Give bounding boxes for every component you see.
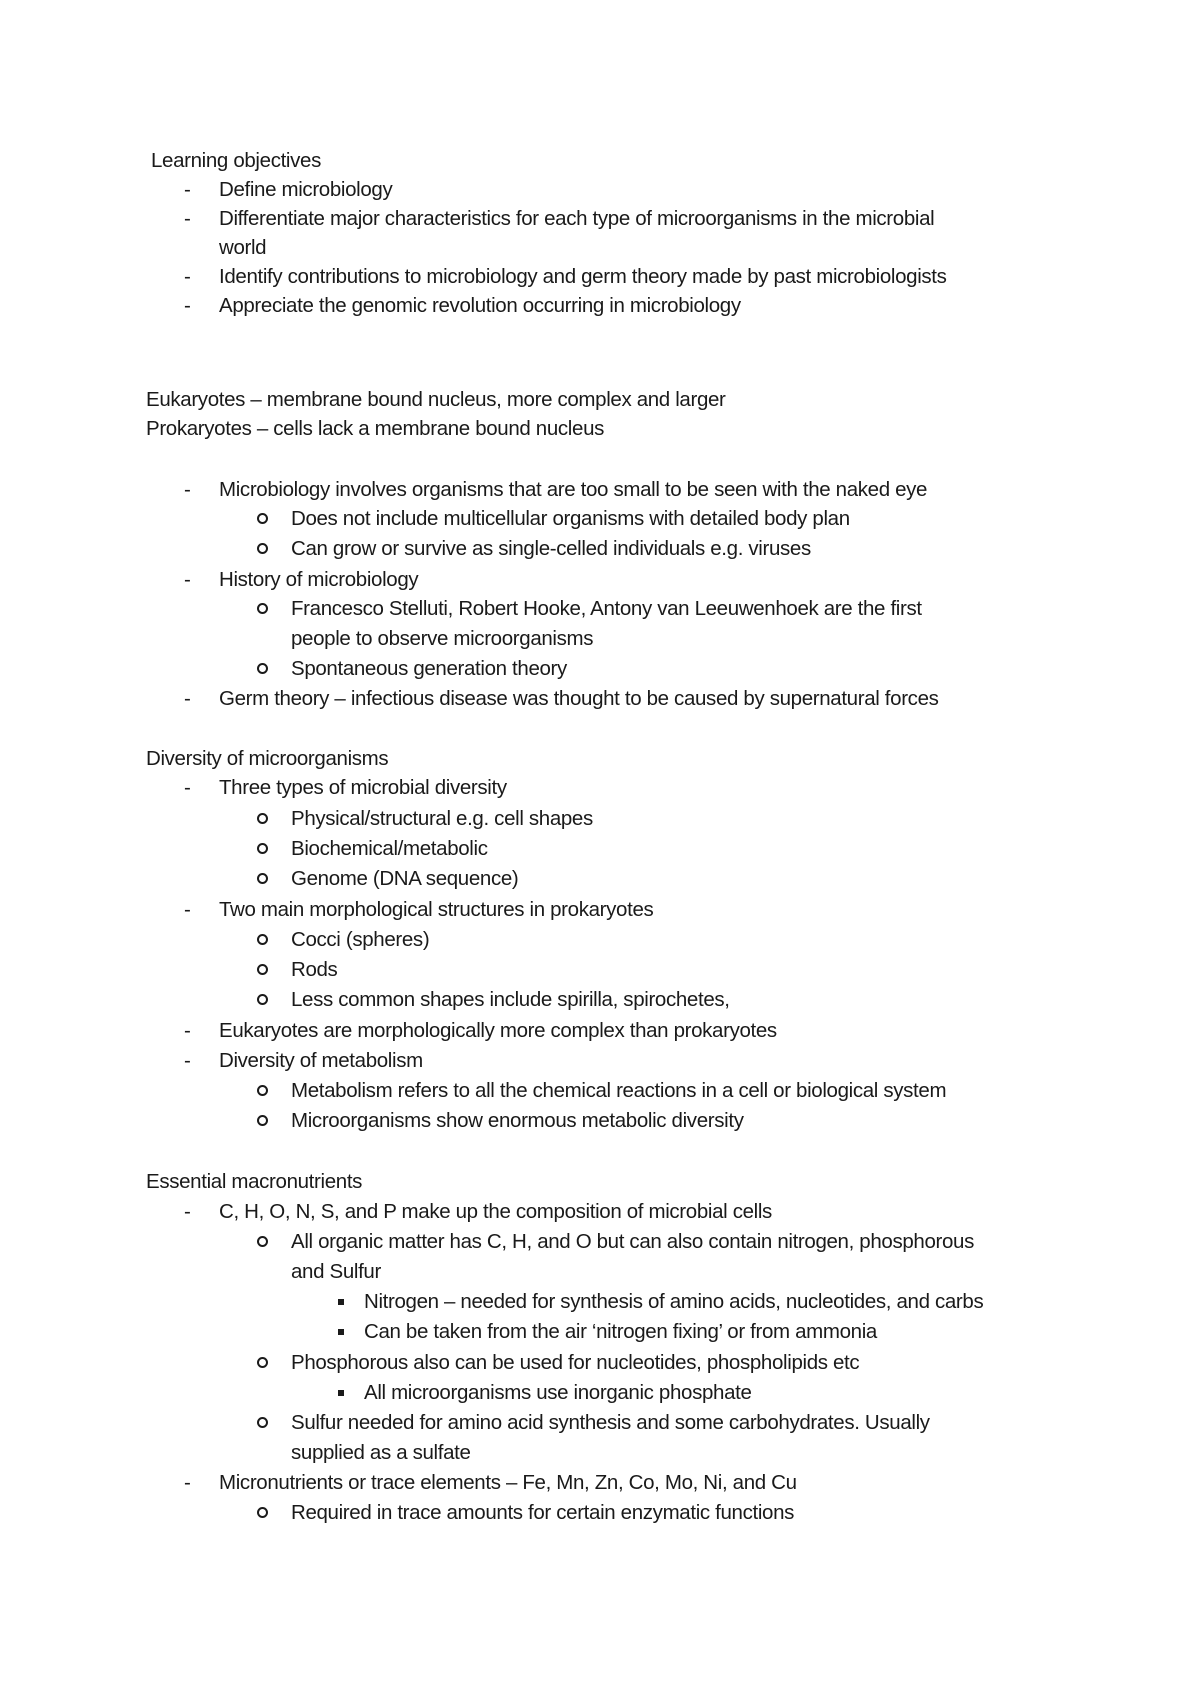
circle-bullet	[257, 1357, 268, 1368]
list-item-continued: supplied as a sulfate	[291, 1441, 471, 1464]
list-item: Two main morphological structures in prokaryotes	[219, 898, 654, 921]
dash-bullet: -	[184, 294, 191, 317]
list-item: Does not include multicellular organisms with detailed body plan	[291, 507, 850, 530]
list-item: Sulfur needed for amino acid synthesis and some carbohydrates. Usually	[291, 1411, 930, 1434]
circle-bullet	[257, 543, 268, 554]
circle-bullet	[257, 1507, 268, 1518]
learning-objectives-heading: Learning objectives	[151, 149, 321, 172]
eukaryotes-definition: Eukaryotes – membrane bound nucleus, more complex and larger	[146, 388, 726, 411]
list-item: All organic matter has C, H, and O but can also contain nitrogen, phosphorous	[291, 1230, 974, 1253]
dash-bullet: -	[184, 207, 191, 230]
objective-item: Identify contributions to microbiology and germ theory made by past microbiologists	[219, 265, 947, 288]
list-item: Can be taken from the air ‘nitrogen fixing’ or from ammonia	[364, 1320, 877, 1343]
objective-item: Define microbiology	[219, 178, 393, 201]
list-item: Physical/structural e.g. cell shapes	[291, 807, 593, 830]
circle-bullet	[257, 813, 268, 824]
list-item: Biochemical/metabolic	[291, 837, 488, 860]
dash-bullet: -	[184, 568, 191, 591]
list-item: Diversity of metabolism	[219, 1049, 423, 1072]
list-item: Eukaryotes are morphologically more complex than prokaryotes	[219, 1019, 777, 1042]
list-item: Francesco Stelluti, Robert Hooke, Antony van Leeuwenhoek are the first	[291, 597, 922, 620]
dash-bullet: -	[184, 478, 191, 501]
dash-bullet: -	[184, 1200, 191, 1223]
dash-bullet: -	[184, 178, 191, 201]
list-item: Cocci (spheres)	[291, 928, 430, 951]
circle-bullet	[257, 843, 268, 854]
list-item: History of microbiology	[219, 568, 419, 591]
circle-bullet	[257, 1236, 268, 1247]
list-item: C, H, O, N, S, and P make up the composition of microbial cells	[219, 1200, 772, 1223]
list-item: Microbiology involves organisms that are too small to be seen with the naked eye	[219, 478, 928, 501]
circle-bullet	[257, 1115, 268, 1126]
square-bullet	[338, 1329, 344, 1335]
circle-bullet	[257, 513, 268, 524]
list-item: Rods	[291, 958, 338, 981]
objective-item: Differentiate major characteristics for each type of microorganisms in the microbial	[219, 207, 935, 230]
dash-bullet: -	[184, 776, 191, 799]
list-item: Micronutrients or trace elements – Fe, Mn, Zn, Co, Mo, Ni, and Cu	[219, 1471, 797, 1494]
list-item: Metabolism refers to all the chemical reactions in a cell or biological system	[291, 1079, 947, 1102]
list-item: Three types of microbial diversity	[219, 776, 507, 799]
list-item: Can grow or survive as single-celled individuals e.g. viruses	[291, 537, 811, 560]
list-item: Nitrogen – needed for synthesis of amino acids, nucleotides, and carbs	[364, 1290, 984, 1313]
list-item: Spontaneous generation theory	[291, 657, 567, 680]
dash-bullet: -	[184, 687, 191, 710]
list-item: Microorganisms show enormous metabolic diversity	[291, 1109, 744, 1132]
list-item-continued: and Sulfur	[291, 1260, 381, 1283]
diversity-heading: Diversity of microorganisms	[146, 747, 389, 770]
dash-bullet: -	[184, 1019, 191, 1042]
list-item: Germ theory – infectious disease was thought to be caused by supernatural forces	[219, 687, 939, 710]
macronutrients-heading: Essential macronutrients	[146, 1170, 363, 1193]
circle-bullet	[257, 1085, 268, 1096]
circle-bullet	[257, 663, 268, 674]
circle-bullet	[257, 1417, 268, 1428]
objective-item-continued: world	[219, 236, 267, 259]
objective-item: Appreciate the genomic revolution occurring in microbiology	[219, 294, 741, 317]
circle-bullet	[257, 873, 268, 884]
dash-bullet: -	[184, 1049, 191, 1072]
prokaryotes-definition: Prokaryotes – cells lack a membrane bound nucleus	[146, 417, 605, 440]
list-item: Less common shapes include spirilla, spirochetes,	[291, 988, 730, 1011]
list-item-continued: people to observe microorganisms	[291, 627, 594, 650]
list-item: Required in trace amounts for certain enzymatic functions	[291, 1501, 795, 1524]
square-bullet	[338, 1299, 344, 1305]
circle-bullet	[257, 994, 268, 1005]
circle-bullet	[257, 934, 268, 945]
dash-bullet: -	[184, 1471, 191, 1494]
list-item: All microorganisms use inorganic phosphate	[364, 1381, 752, 1404]
circle-bullet	[257, 603, 268, 614]
list-item: Genome (DNA sequence)	[291, 867, 519, 890]
circle-bullet	[257, 964, 268, 975]
list-item: Phosphorous also can be used for nucleotides, phospholipids etc	[291, 1351, 860, 1374]
dash-bullet: -	[184, 265, 191, 288]
dash-bullet: -	[184, 898, 191, 921]
square-bullet	[338, 1390, 344, 1396]
